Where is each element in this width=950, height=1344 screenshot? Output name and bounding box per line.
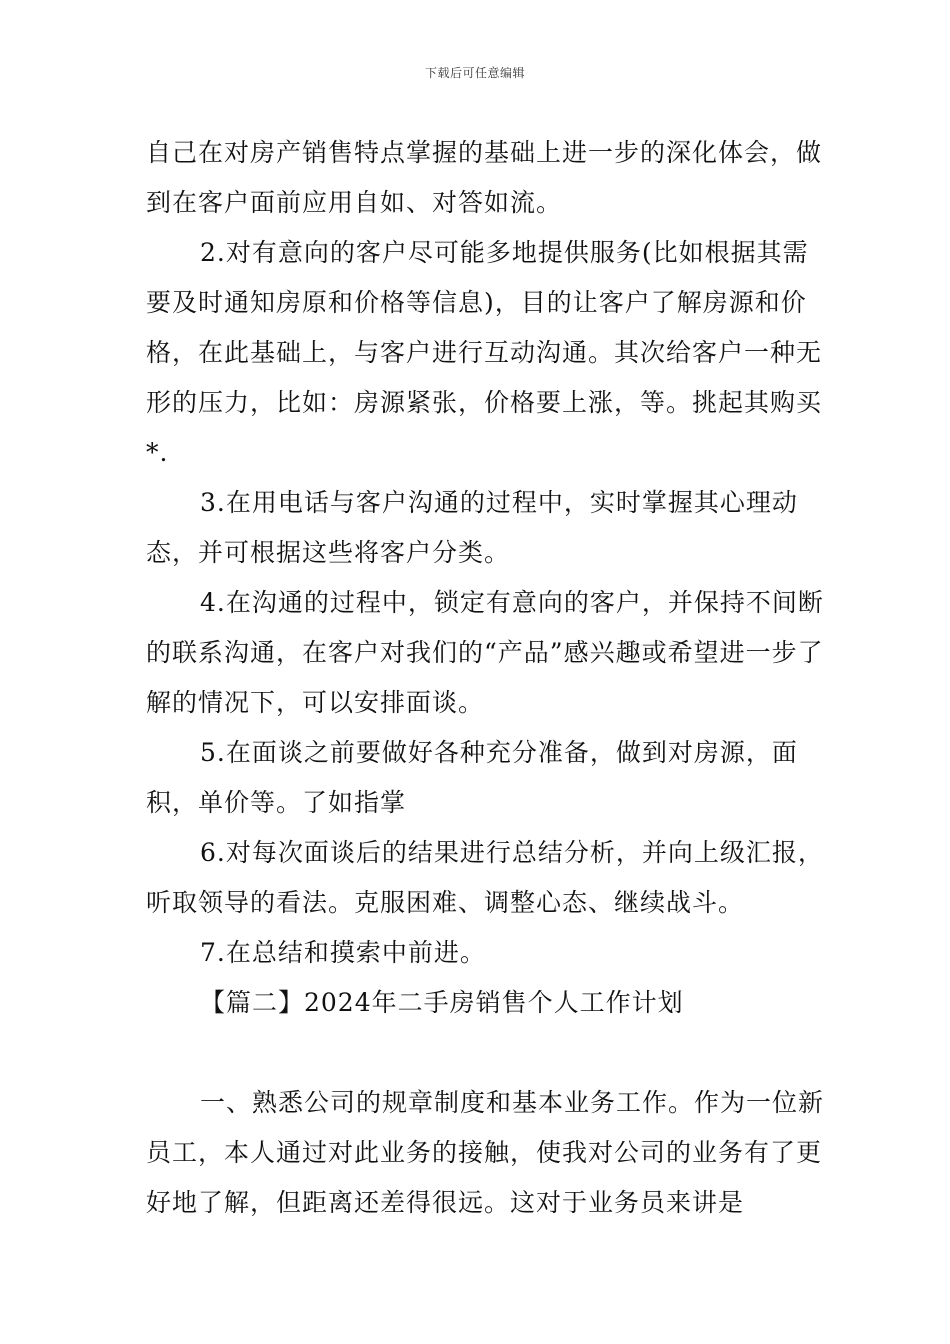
section-spacer <box>146 1028 826 1078</box>
paragraph-item-6: 6.对每次面谈后的结果进行总结分析，并向上级汇报，听取领导的看法。克服困难、调整心态、继续战斗。 <box>146 838 824 917</box>
paragraph-item-2: 2.对有意向的客户尽可能多地提供服务(比如根据其需要及时通知房原和价格等信息)，目的让客户了解房源和价格，在此基础上，与客户进行互动沟通。其次给客户一种无形的压力，比如：房源紧张，价格要上涨，等。挑起其购买*. <box>146 238 823 467</box>
paragraph-intro: 自己在对房产销售特点掌握的基础上进一步的深化体会，做到在客户面前应用自如、对答如流。 <box>146 138 823 217</box>
page-header: 下载后可任意编辑 <box>424 66 525 80</box>
section-title: 【篇二】2024年二手房销售个人工作计划 <box>200 988 684 1017</box>
paragraph-item-7: 7.在总结和摸索中前进。 <box>200 938 486 967</box>
paragraph-item-3: 3.在用电话与客户沟通的过程中，实时掌握其心理动态，并可根据这些将客户分类。 <box>146 488 798 567</box>
paragraph-item-4: 4.在沟通的过程中，锁定有意向的客户，并保持不间断的联系沟通，在客户对我们的“产品”感兴趣或希望进一步了解的情况下，可以安排面谈。 <box>146 588 824 717</box>
paragraph-item-5: 5.在面谈之前要做好各种充分准备，做到对房源，面积，单价等。了如指掌 <box>146 738 798 817</box>
document-body <box>146 128 826 1228</box>
section-paragraph: 一、熟悉公司的规章制度和基本业务工作。作为一位新员工，本人通过对此业务的接触，使我对公司的业务有了更好地了解，但距离还差得很远。这对于业务员来讲是 <box>146 1088 825 1217</box>
